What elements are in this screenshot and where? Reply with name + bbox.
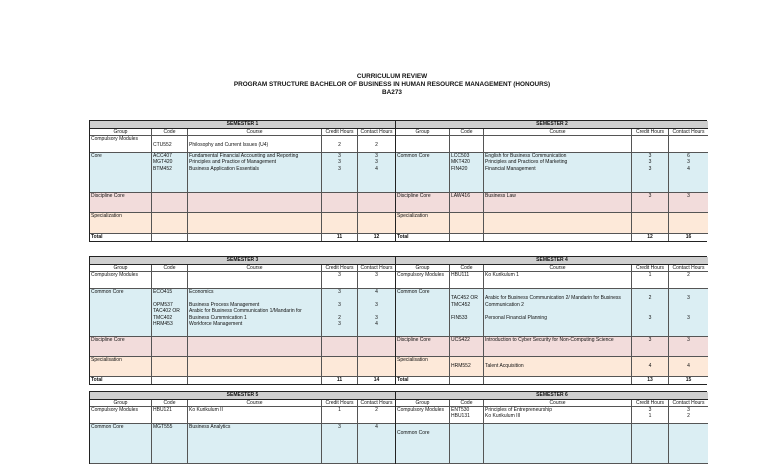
total-label: Total <box>90 234 152 241</box>
contact-hours-cell <box>358 357 395 377</box>
group-cell: Common Core <box>396 289 450 337</box>
semester-title: SEMESTER 1 <box>90 121 395 129</box>
program-title: PROGRAM STRUCTURE BACHELOR OF BUSINESS IN HUMAN RESOURCE MANAGEMENT (HONOURS) <box>233 81 551 88</box>
column-header-code: Code <box>450 265 484 272</box>
total-credit-hours: 13 <box>632 377 669 384</box>
column-header-group: Group <box>396 400 450 407</box>
semester-title: SEMESTER 3 <box>90 257 395 265</box>
column-header-contact: Contact Hours <box>669 265 708 272</box>
credit-hours-cell: 1 <box>632 272 669 289</box>
total-course-cell <box>188 377 322 384</box>
total-course-cell <box>188 234 322 241</box>
code-cell: CTU552 <box>152 136 188 153</box>
column-header-code: Code <box>152 129 188 136</box>
contact-hours-cell: 4 3 3 4 <box>358 289 395 337</box>
semester-title: SEMESTER 4 <box>396 257 708 265</box>
total-code-cell <box>450 234 484 241</box>
column-header-code: Code <box>152 265 188 272</box>
column-header-course: Course <box>484 129 632 136</box>
course-cell: Fundamental Financial Accounting and Reporting Principles and Practice of Management Business Application Essentials <box>188 153 322 193</box>
contact-hours-cell <box>358 213 395 234</box>
group-cell: Discipline Core <box>396 193 450 213</box>
credit-hours-cell <box>632 424 669 464</box>
total-label: Total <box>396 377 450 384</box>
code-cell <box>152 272 188 289</box>
code-cell: HBU121 <box>152 407 188 424</box>
contact-hours-cell: 2 <box>358 407 395 424</box>
total-course-cell <box>484 377 632 384</box>
column-header-credit: Credit Hours <box>322 400 358 407</box>
total-code-cell <box>152 234 188 241</box>
course-cell: Philosophy and Current Issues (U4) <box>188 136 322 153</box>
contact-hours-cell: 3 <box>358 272 395 289</box>
group-cell: Discipline Core <box>90 193 152 213</box>
group-cell: Compulsory Modules <box>90 407 152 424</box>
column-header-contact: Contact Hours <box>358 265 395 272</box>
semester-title: SEMESTER 2 <box>396 121 708 129</box>
credit-hours-cell: 3 3 3 <box>322 153 358 193</box>
credit-hours-cell <box>322 337 358 357</box>
total-contact-hours: 14 <box>358 377 395 384</box>
course-cell <box>188 193 322 213</box>
course-cell <box>484 213 632 234</box>
doc-title: CURRICULUM REVIEW <box>356 73 428 80</box>
contact-hours-cell <box>669 424 708 464</box>
code-cell <box>152 357 188 377</box>
course-cell <box>484 136 632 153</box>
course-cell: Economics Business Process Management Arabic for Business Communication 1/Mandarin for Business Cummnication 1 Workforce Management <box>188 289 322 337</box>
group-cell: Common Core <box>396 424 450 464</box>
credit-hours-cell: 3 <box>632 193 669 213</box>
credit-hours-cell: 3 1 <box>632 407 669 424</box>
credit-hours-cell: 3 3 3 <box>632 153 669 193</box>
contact-hours-cell <box>669 136 708 153</box>
total-label: Total <box>90 377 152 384</box>
code-cell: HBU111 <box>450 272 484 289</box>
column-header-group: Group <box>396 265 450 272</box>
code-cell <box>450 213 484 234</box>
credit-hours-cell: 4 <box>632 357 669 377</box>
course-cell: Business Analytics <box>188 424 322 464</box>
credit-hours-cell: 2 3 <box>632 289 669 337</box>
credit-hours-cell: 3 <box>322 424 358 464</box>
contact-hours-cell: 3 2 <box>669 407 708 424</box>
group-cell: Compulsory Modules <box>90 272 152 289</box>
column-header-group: Group <box>90 400 152 407</box>
column-header-contact: Contact Hours <box>669 400 708 407</box>
credit-hours-cell: 2 <box>322 136 358 153</box>
total-contact-hours: 16 <box>669 234 708 241</box>
total-credit-hours: 12 <box>632 234 669 241</box>
code-cell <box>152 193 188 213</box>
contact-hours-cell <box>669 213 708 234</box>
group-cell: Core <box>90 153 152 193</box>
contact-hours-cell: 2 <box>669 272 708 289</box>
total-credit-hours: 11 <box>322 377 358 384</box>
code-cell: ENT530 HBU131 <box>450 407 484 424</box>
total-label: Total <box>396 234 450 241</box>
column-header-contact: Contact Hours <box>358 400 395 407</box>
credit-hours-cell: 1 <box>322 407 358 424</box>
column-header-course: Course <box>484 265 632 272</box>
contact-hours-cell: 4 <box>358 424 395 464</box>
credit-hours-cell <box>322 213 358 234</box>
semester-1-table <box>90 121 396 241</box>
group-cell: Compulsory Modules <box>90 136 152 153</box>
course-cell <box>484 424 632 464</box>
group-cell: Common Core <box>90 289 152 337</box>
course-cell: Principles of Entrepreneurship Ko Kurikulum III <box>484 407 632 424</box>
credit-hours-cell: 3 <box>322 272 358 289</box>
code-cell: ACC407 MGT420 BTM452 <box>152 153 188 193</box>
group-cell: Specialization <box>90 213 152 234</box>
code-cell: MGT555 <box>152 424 188 464</box>
column-header-course: Course <box>188 129 322 136</box>
code-cell <box>152 337 188 357</box>
total-code-cell <box>152 377 188 384</box>
column-header-code: Code <box>450 129 484 136</box>
credit-hours-cell: 3 3 2 3 <box>322 289 358 337</box>
credit-hours-cell: 3 <box>632 337 669 357</box>
column-header-course: Course <box>484 400 632 407</box>
contact-hours-cell: 3 <box>669 337 708 357</box>
program-code: BA273 <box>382 89 402 96</box>
group-cell: Common Core <box>90 424 152 464</box>
credit-hours-cell <box>322 193 358 213</box>
group-cell: Specialisation <box>90 357 152 377</box>
course-cell <box>188 213 322 234</box>
column-header-code: Code <box>450 400 484 407</box>
semester-block-3-4 <box>89 256 707 385</box>
column-header-credit: Credit Hours <box>632 129 669 136</box>
semester-title: SEMESTER 5 <box>90 392 395 400</box>
course-cell: Business Law <box>484 193 632 213</box>
column-header-contact: Contact Hours <box>669 129 708 136</box>
course-cell: Arabic for Business Communication 2/ Mandarin for Business Communication 2 Personal Financial Planning <box>484 289 632 337</box>
column-header-credit: Credit Hours <box>322 265 358 272</box>
column-header-course: Course <box>188 400 322 407</box>
code-cell: ECO415 OPM537 TAC402 OR TMC402 HRM453 <box>152 289 188 337</box>
semester-6-table <box>396 392 708 464</box>
course-cell: Introduction to Cyber Security for Non-Computing Science <box>484 337 632 357</box>
total-credit-hours: 11 <box>322 234 358 241</box>
group-cell: Discipline Core <box>396 337 450 357</box>
group-cell: Compulsory Modules <box>396 407 450 424</box>
total-code-cell <box>450 377 484 384</box>
group-cell: Compulsory Modules <box>396 272 450 289</box>
semester-block-5-6 <box>89 391 707 464</box>
contact-hours-cell: 3 3 4 <box>358 153 395 193</box>
column-header-group: Group <box>90 129 152 136</box>
course-cell <box>188 357 322 377</box>
code-cell <box>450 424 484 464</box>
credit-hours-cell <box>632 213 669 234</box>
contact-hours-cell: 3 3 <box>669 289 708 337</box>
course-cell <box>188 272 322 289</box>
semester-4-table <box>396 257 708 384</box>
credit-hours-cell <box>322 357 358 377</box>
group-cell: Specialisation <box>396 357 450 377</box>
code-cell: HRM552 <box>450 357 484 377</box>
contact-hours-cell: 3 <box>669 193 708 213</box>
course-cell: English for Business Communication Principles and Practices of Marketing Financial Management <box>484 153 632 193</box>
contact-hours-cell: 6 3 4 <box>669 153 708 193</box>
contact-hours-cell: 2 <box>358 136 395 153</box>
total-course-cell <box>484 234 632 241</box>
column-header-code: Code <box>152 400 188 407</box>
code-cell: TAC452 OR TMC452 FIN533 <box>450 289 484 337</box>
group-cell <box>396 136 450 153</box>
contact-hours-cell <box>358 337 395 357</box>
total-contact-hours: 15 <box>669 377 708 384</box>
semester-3-table <box>90 257 396 384</box>
semester-5-table <box>90 392 396 464</box>
semester-2-table <box>396 121 708 241</box>
semester-title: SEMESTER 6 <box>396 392 708 400</box>
code-cell <box>450 136 484 153</box>
course-cell: Ko Kurikulum 1 <box>484 272 632 289</box>
group-cell: Common Core <box>396 153 450 193</box>
column-header-course: Course <box>188 265 322 272</box>
contact-hours-cell <box>358 193 395 213</box>
column-header-credit: Credit Hours <box>632 400 669 407</box>
column-header-group: Group <box>396 129 450 136</box>
course-cell: Ko Kurikulum II <box>188 407 322 424</box>
group-cell: Specialization <box>396 213 450 234</box>
code-cell <box>152 213 188 234</box>
course-cell: Talent Acquisition <box>484 357 632 377</box>
group-cell: Discipline Core <box>90 337 152 357</box>
contact-hours-cell: 4 <box>669 357 708 377</box>
code-cell: LAW416 <box>450 193 484 213</box>
column-header-contact: Contact Hours <box>358 129 395 136</box>
credit-hours-cell <box>632 136 669 153</box>
column-header-credit: Credit Hours <box>322 129 358 136</box>
code-cell: LCC503 MKT420 FIN420 <box>450 153 484 193</box>
course-cell <box>188 337 322 357</box>
column-header-credit: Credit Hours <box>632 265 669 272</box>
semester-block-1-2 <box>89 120 707 242</box>
column-header-group: Group <box>90 265 152 272</box>
total-contact-hours: 12 <box>358 234 395 241</box>
code-cell: UCS422 <box>450 337 484 357</box>
